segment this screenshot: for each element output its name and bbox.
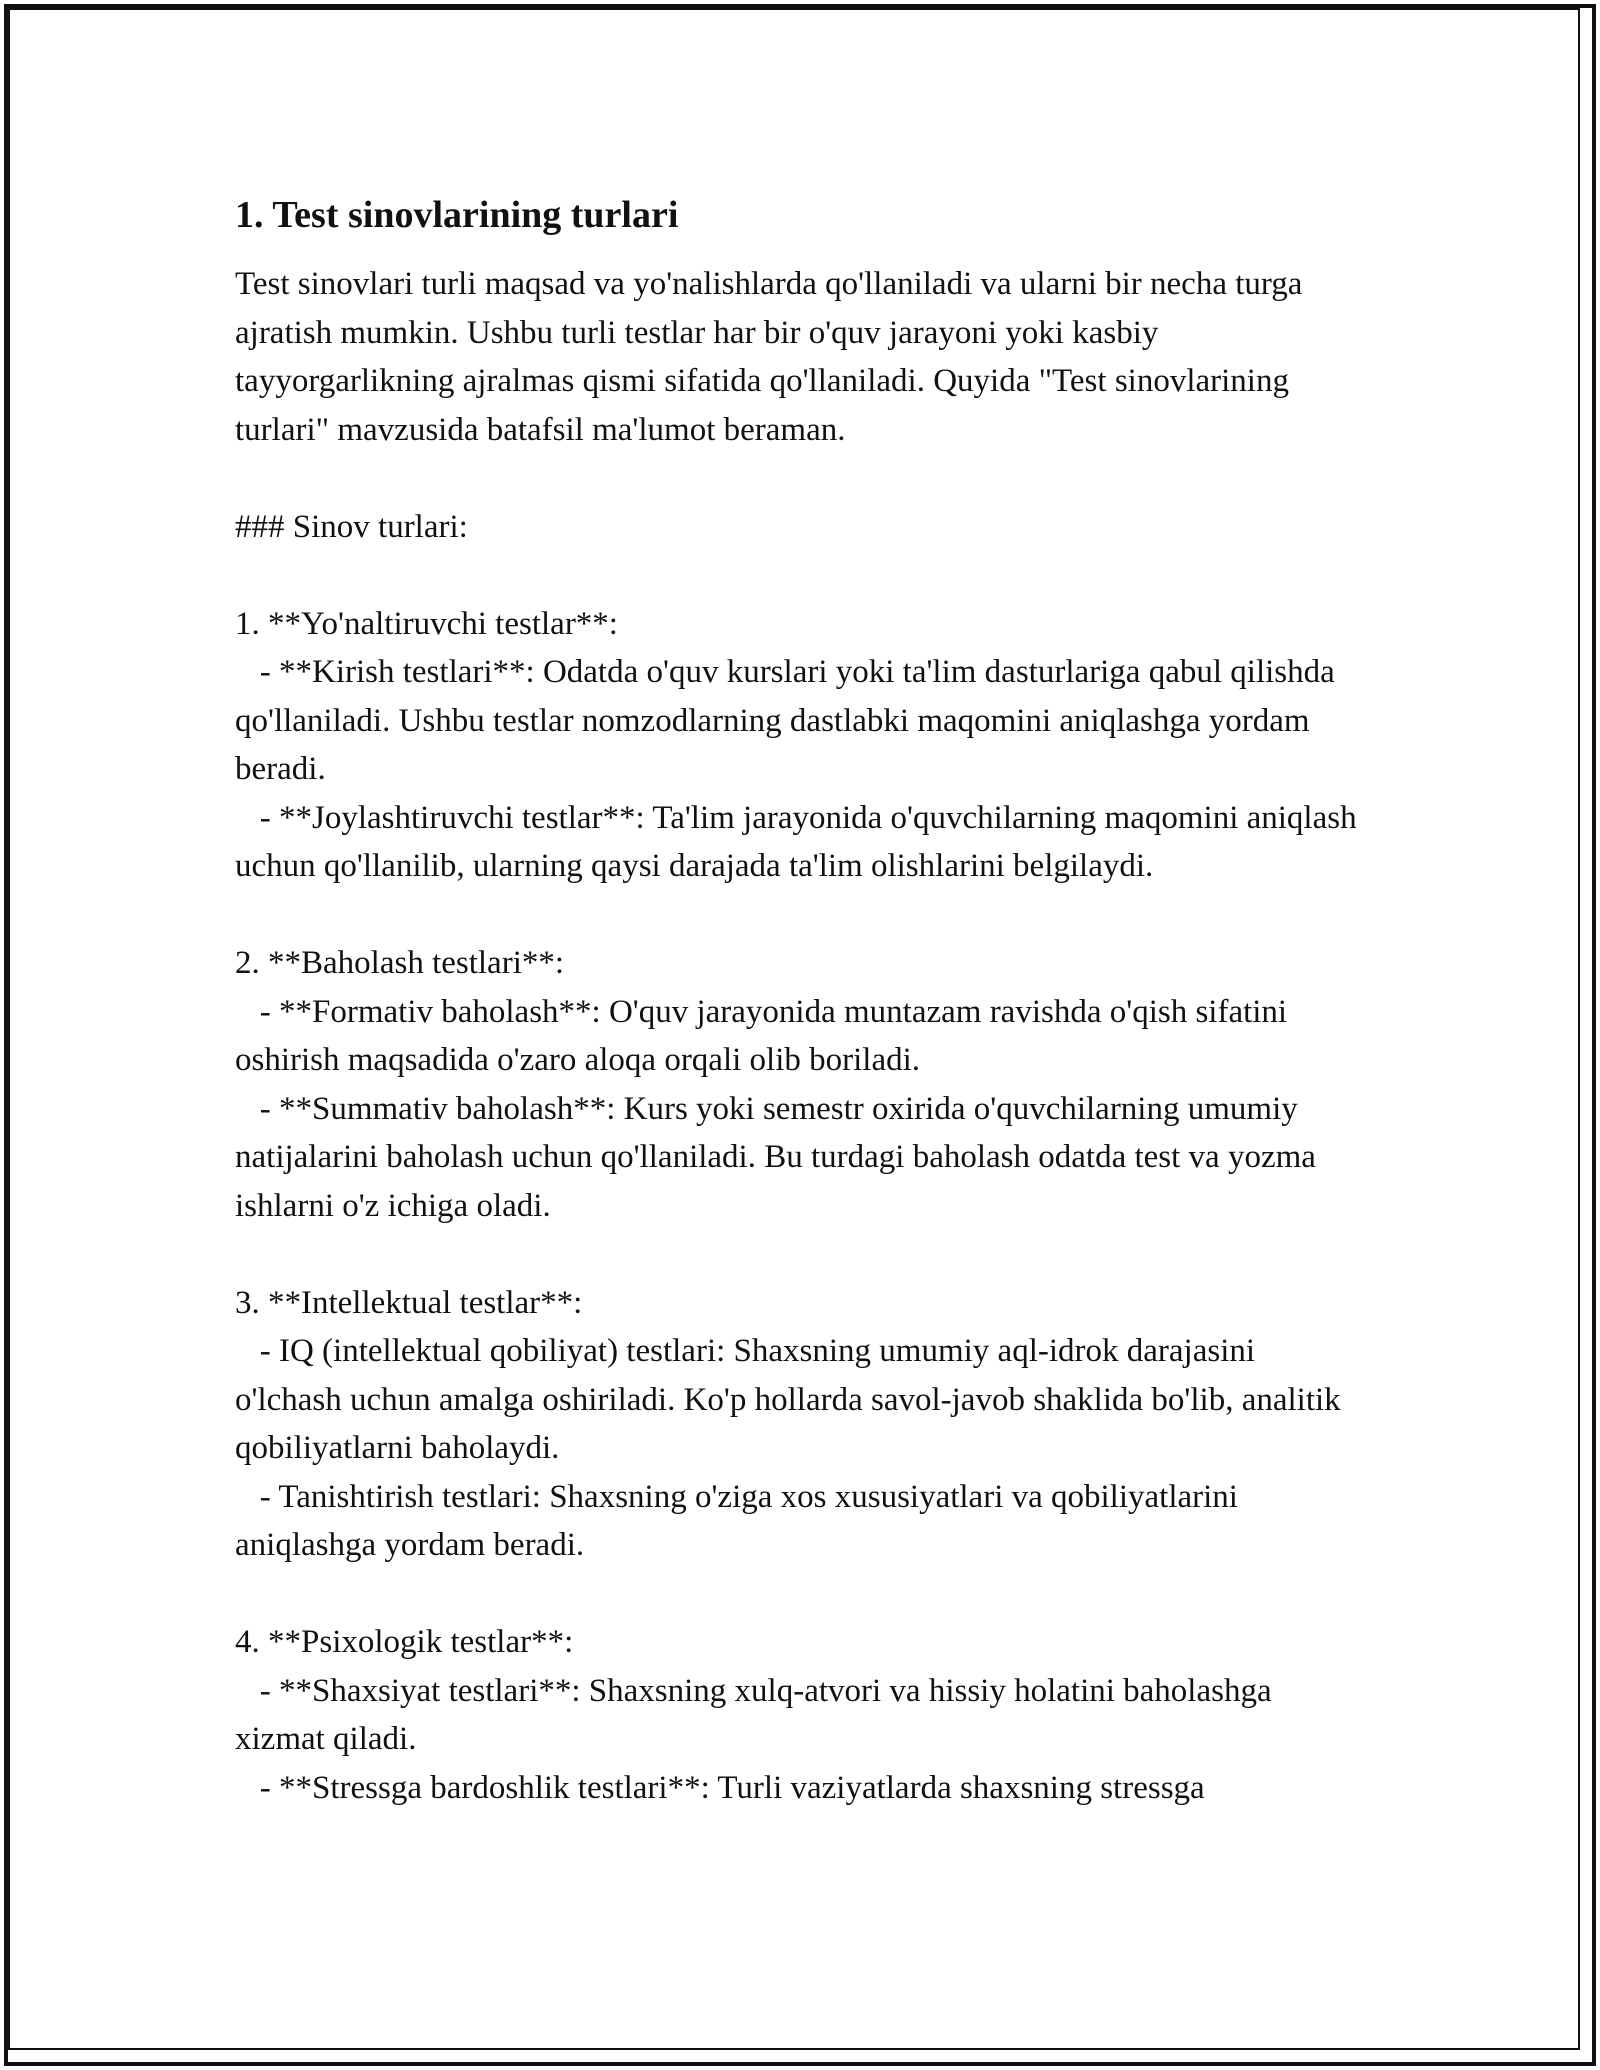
list-item-4 <box>235 1618 1365 1812</box>
list-item-heading: 3. **Intellektual testlar**: <box>235 1284 583 1321</box>
spacer <box>235 454 1365 503</box>
document-body <box>235 190 1365 1812</box>
list-subitem: - Tanishtirish testlari: Shaxsning o'ziga xos xususiyatlari va qobiliyatlarini aniqlashga yordam beradi. <box>235 1478 1247 1563</box>
section-heading: ### Sinov turlari: <box>235 508 468 545</box>
spacer <box>235 1230 1365 1279</box>
document-title: 1. Test sinovlarining turlari <box>235 194 679 236</box>
spacer <box>235 1570 1365 1619</box>
list-item-heading: 2. **Baholash testlari**: <box>235 945 565 981</box>
list-subitem: - **Summativ baholash**: Kurs yoki semestr oxirida o'quvchilarning umumiy natijalarini baholash uchun qo'llaniladi. Bu turdagi baholash odatda test va yozma ishlarni o'z ichiga oladi. <box>235 1090 1325 1224</box>
intro-paragraph: Test sinovlari turli maqsad va yo'nalishlarda qo'llaniladi va ularni bir necha turga ajratish mumkin. Ushbu turli testlar har bir o'quv jarayoni yoki kasbiy tayyorgarlikning ajralmas qismi sifatida qo'llaniladi. Quyida "Test sinovlarining turlari" mavzusida batafsil ma'lumot beraman. <box>235 266 1311 448</box>
list-subitem: - **Joylashtiruvchi testlar**: Ta'lim jarayonida o'quvchilarning maqomini aniqlash uchun qo'llanilib, ularning qaysi darajada ta'lim olishlarini belgilaydi. <box>235 799 1365 884</box>
list-subitem: - **Kirish testlari**: Odatda o'quv kurslari yoki ta'lim dasturlariga qabul qilishda qo'llaniladi. Ushbu testlar nomzodlarning dastlabki maqomini aniqlashga yordam beradi. <box>235 654 1344 787</box>
list-item-heading: 4. **Psixologik testlar**: <box>235 1624 574 1660</box>
list-subitem: - **Stressga bardoshlik testlari**: Turli vaziyatlarda shaxsning stressga <box>235 1769 1205 1806</box>
list-subitem: - **Formativ baholash**: O'quv jarayonida muntazam ravishda o'qish sifatini oshirish maqsadida o'zaro aloqa orqali olib boriladi. <box>235 993 1296 1078</box>
list-item-1 <box>235 600 1365 891</box>
list-subitem: - **Shaxsiyat testlari**: Shaxsning xulq-atvori va hissiy holatini baholashga xizmat qiladi. <box>235 1672 1280 1757</box>
spacer <box>235 891 1365 940</box>
spacer <box>235 551 1365 600</box>
list-item-heading: 1. **Yo'naltiruvchi testlar**: <box>235 605 618 642</box>
list-item-2 <box>235 939 1365 1230</box>
list-item-3 <box>235 1279 1365 1570</box>
list-subitem: - IQ (intellektual qobiliyat) testlari: Shaxsning umumiy aql-idrok darajasini o'lchash uchun amalga oshiriladi. Ko'p hollarda savol-javob shaklida bo'lib, analitik qobiliyatlarni baholaydi. <box>235 1333 1349 1466</box>
